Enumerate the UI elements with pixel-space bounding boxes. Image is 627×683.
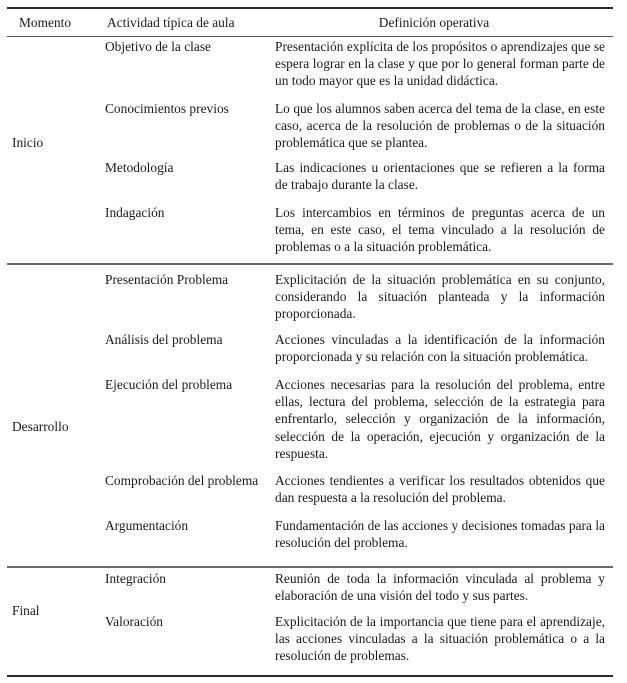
- table-row: [105, 159, 613, 204]
- momento-label: Desarrollo: [12, 418, 69, 434]
- actividad-cell: Comprobación del problema: [105, 473, 259, 488]
- definicion-cell: Los intercambios en términos de preguntas acerca de un tema, en este caso, el tema vinculado a la resolución de problemas o a la situación problemática.: [275, 205, 605, 255]
- actividad-cell: Valoración: [105, 614, 164, 629]
- definicion-cell: Fundamentación de las acciones y decisiones tomadas para la resolución del problema.: [275, 518, 605, 551]
- momento-label: Inicio: [12, 135, 44, 150]
- table-row: [105, 517, 613, 551]
- table-row: [105, 570, 613, 613]
- actividad-cell: Análisis del problema: [105, 332, 223, 347]
- definicion-cell: Reunión de toda la información vinculada al problema y elaboración de una visión del todo y sus partes.: [275, 571, 605, 604]
- definicion-cell: Acciones necesarias para la resolución del problema, entre ellas, lectura del problema, selección de la estrategia para enfrentarlo, selección y organización de la información, selección de la operación, ejecución y organización de la respuesta.: [275, 377, 605, 461]
- definicion-cell: Presentación explícita de los propósitos o aprendizajes que se espera lograr en la clase y que por lo general forman parte de un todo mayor que es la unidad didáctica.: [275, 39, 605, 89]
- actividad-cell: Presentación Problema: [105, 272, 229, 287]
- header-definicion: Definición operativa: [378, 14, 490, 30]
- table-row: [105, 472, 613, 517]
- table-row: [105, 376, 613, 472]
- header-momento: Momento: [19, 14, 72, 30]
- table-row: [105, 204, 613, 256]
- actividad-cell: Conocimientos previos: [105, 101, 229, 116]
- momento-label: Final: [12, 602, 40, 618]
- actividad-cell: Ejecución del problema: [105, 377, 233, 392]
- definicion-cell: Lo que los alumnos saben acerca del tema de la clase, en este caso, acerca de la resolución de problemas o de la situación problemática que se plantea.: [275, 101, 605, 151]
- bottom-rule: [7, 675, 613, 677]
- definicion-cell: Acciones vinculadas a la identificación de la información proporcionada y su relación con la situación problemática.: [275, 332, 605, 365]
- definicion-cell: Explicitación de la importancia que tiene para el aprendizaje, las acciones vinculadas a la situación problemática o a la resolución de problemas.: [275, 614, 605, 664]
- table-row: [105, 613, 613, 665]
- header-actividad: Actividad típica de aula: [107, 14, 235, 30]
- definicion-cell: Explicitación de la situación problemática en su conjunto, considerando la situación planteada y la información proporcionada.: [275, 272, 605, 322]
- actividad-cell: Indagación: [105, 205, 165, 220]
- actividad-cell: Metodología: [105, 160, 174, 175]
- section-final: [7, 568, 613, 675]
- activities-table: [7, 7, 613, 677]
- definicion-cell: Acciones tendientes a verificar los resultados obtenidos que dan respuesta a la resolución del problema.: [275, 473, 605, 506]
- table-row: [105, 38, 613, 100]
- definicion-cell: Las indicaciones u orientaciones que se refieren a la forma de trabajo durante la clase.: [275, 160, 605, 193]
- table-row: [105, 331, 613, 376]
- table-row: [105, 100, 613, 159]
- table-row: [105, 271, 613, 331]
- actividad-cell: Integración: [105, 571, 166, 586]
- section-desarrollo: [7, 265, 613, 566]
- actividad-cell: Objetivo de la clase: [105, 39, 211, 54]
- section-inicio: [7, 37, 613, 263]
- actividad-cell: Argumentación: [105, 518, 189, 533]
